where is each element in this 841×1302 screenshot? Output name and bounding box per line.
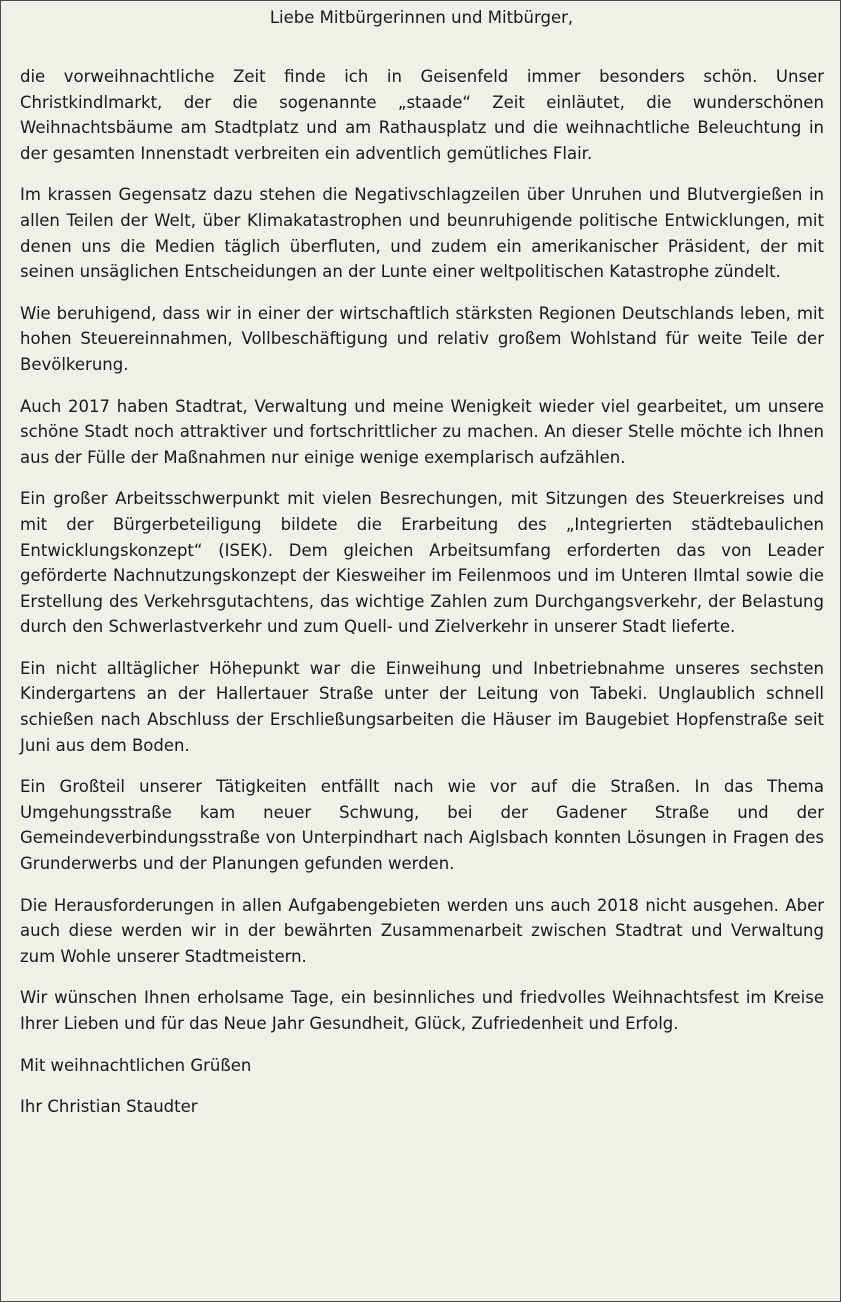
paragraph-8: Die Herausforderungen in allen Aufgabengebieten werden uns auch 2018 nicht ausgehen. Aber auch diese werden wir in der bewährten Zusammenarbeit zwischen Stadtrat und Verwaltung zum Wohle unserer Stadtmeistern. <box>20 895 824 966</box>
paragraph-2: Im krassen Gegensatz dazu stehen die Negativschlagzeilen über Unruhen und Blutvergießen in allen Teilen der Welt, über Klimakatastrophen und beunruhigende politische Entwicklungen, mit denen uns die Medien täglich überfluten, und zudem ein amerikanischer Präsident, der mit seinen unsäglichen Entscheidungen an der Lunte einer weltpolitischen Katastrophe zündelt. <box>20 185 824 282</box>
letter-salutation: Liebe Mitbürgerinnen und Mitbürger, <box>269 8 574 27</box>
paragraph-9: Wir wünschen Ihnen erholsame Tage, ein besinnliches und friedvolles Weihnachtsfest im Kreise Ihrer Lieben und für das Neue Jahr Gesundheit, Glück, Zufriedenheit und Erfolg. <box>20 988 824 1033</box>
letter-signature: Ihr Christian Staudter <box>20 1097 198 1117</box>
letter-body <box>20 64 824 1120</box>
letter-closing: Mit weihnachtlichen Grüßen <box>20 1055 252 1075</box>
paragraph-4: Auch 2017 haben Stadtrat, Verwaltung und meine Wenigkeit wieder viel gearbeitet, um unsere schöne Stadt noch attraktiver und fortschrittlicher zu machen. An dieser Stelle möchte ich Ihnen aus der Fülle der Maßnahmen nur einige wenige exemplarisch aufzählen. <box>20 396 824 467</box>
paragraph-7: Ein Großteil unserer Tätigkeiten entfällt nach wie vor auf die Straßen. In das Thema Umgehungsstraße kam neuer Schwung, bei der Gadener Straße und der Gemeindeverbindungsstraße von Unterpindhart nach Aiglsbach konnten Lösungen in Fragen des Grunderwerbs und der Planungen gefunden werden. <box>20 777 824 874</box>
paragraph-3: Wie beruhigend, dass wir in einer der wirtschaftlich stärksten Regionen Deutschlands leben, mit hohen Steuereinnahmen, Vollbeschäftigung und relativ großem Wohlstand für weite Teile der Bevölkerung. <box>20 303 824 374</box>
paragraph-1: die vorweihnachtliche Zeit finde ich in Geisenfeld immer besonders schön. Unser Christkindlmarkt, der die sogenannte „staade“ Zeit einläutet, die wunderschönen Weihnachtsbäume am Stadtplatz und am Rathausplatz und die weihnachtliche Beleuchtung in der gesamten Innenstadt verbreiten ein adventlich gemütliches Flair. <box>20 67 824 163</box>
paragraph-6: Ein nicht alltäglicher Höhepunkt war die Einweihung und Inbetriebnahme unseres sechsten Kindergartens an der Hallertauer Straße unter der Leitung von Tabeki. Unglaublich schnell schießen nach Abschluss der Erschließungsarbeiten die Häuser im Baugebiet Hopfenstraße seit Juni aus dem Boden. <box>20 658 824 755</box>
paragraph-5: Ein großer Arbeitsschwerpunkt mit vielen Besrechungen, mit Sitzungen des Steuerkreises und mit der Bürgerbeteiligung bildete die Erarbeitung des „Integrierten städtebaulichen Entwicklungskonzept“ (ISEK). Dem gleichen Arbeitsumfang erforderten das von Leader geförderte Nachnutzungskonzept der Kiesweiher im Feilenmoos und im Unteren Ilmtal sowie die Erstellung des Verkehrsgutachtens, das wichtige Zahlen zum Durchgangsverkehr, der Belastung durch den Schwerlastverkehr und zum Quell- und Zielverkehr in unserer Stadt lieferte. <box>20 489 824 637</box>
